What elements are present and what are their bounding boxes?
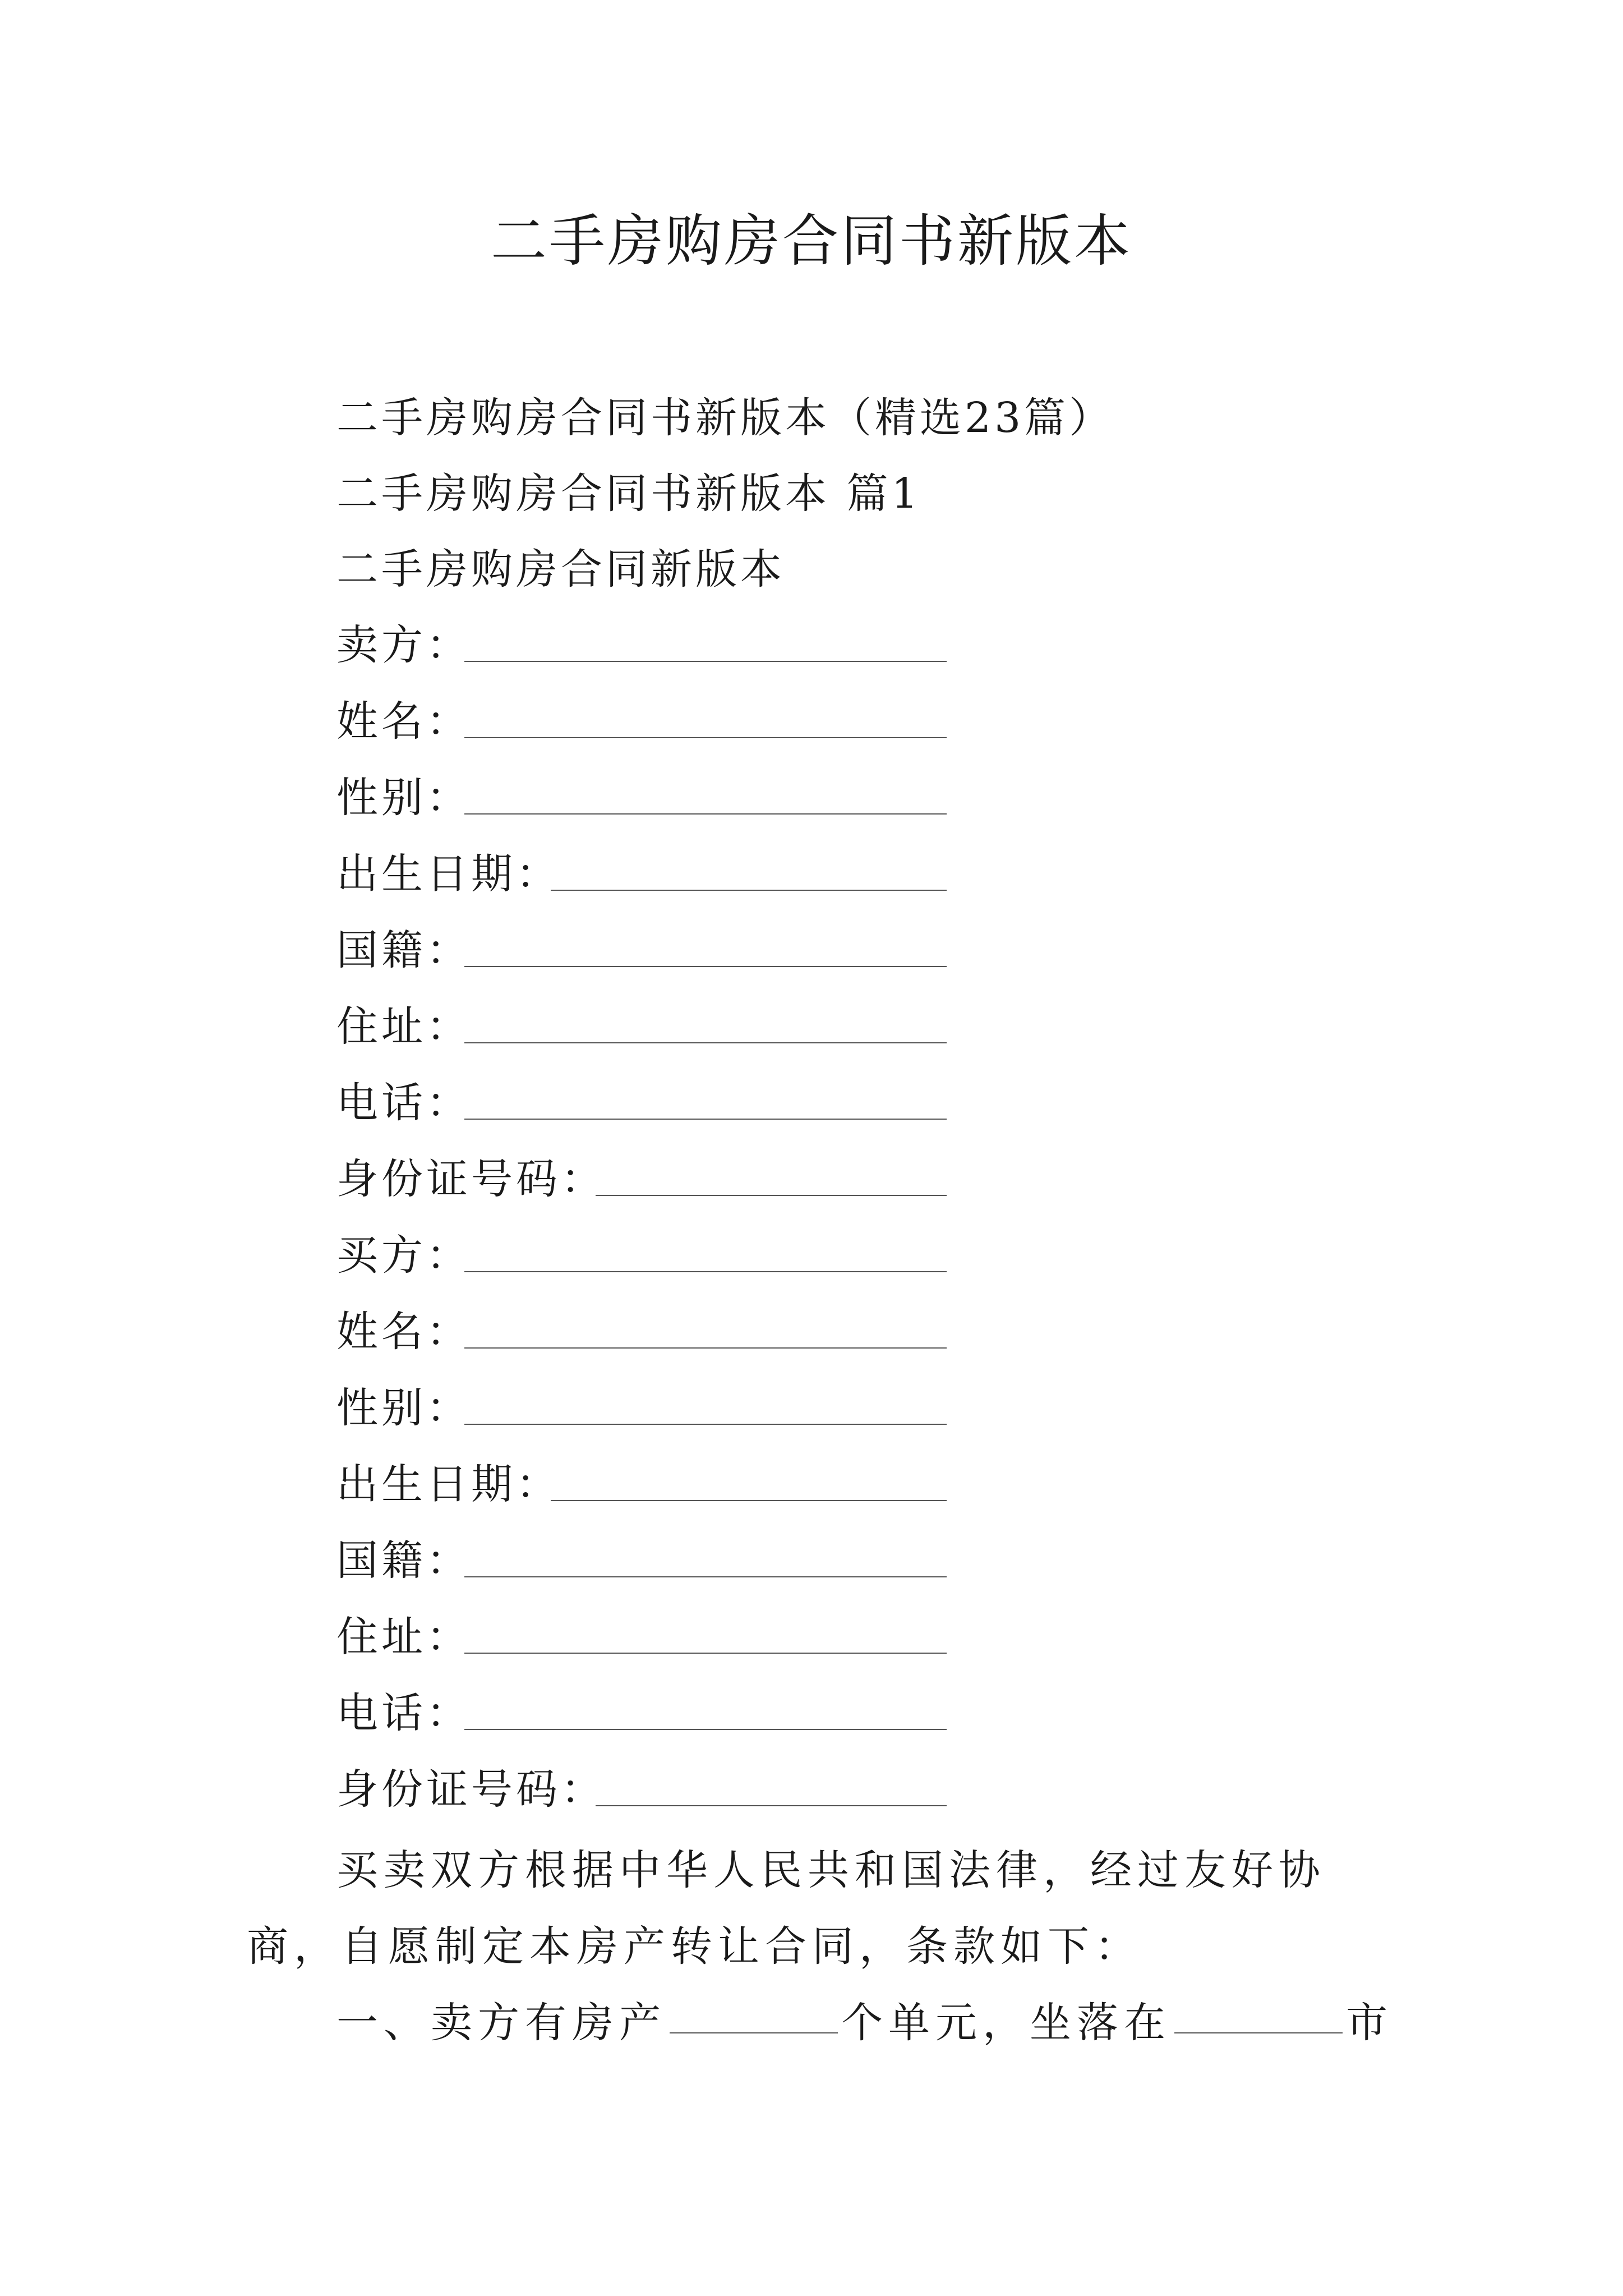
- clause-1-text-c: 市: [1346, 1999, 1393, 2047]
- buyer-name-field: [336, 1304, 953, 1360]
- field-label: 出生日期：: [336, 850, 561, 898]
- fill-in-blank[interactable]: [464, 1576, 947, 1577]
- fill-in-blank[interactable]: [551, 890, 947, 891]
- seller-party-field: [336, 617, 953, 673]
- fill-in-blank[interactable]: [464, 966, 947, 967]
- field-label: 电话：: [336, 1079, 471, 1127]
- fill-in-blank[interactable]: [464, 1347, 947, 1349]
- fill-in-blank[interactable]: [464, 1271, 947, 1272]
- fill-in-blank[interactable]: [464, 661, 947, 662]
- seller-birthdate-field: [336, 846, 953, 902]
- buyer-gender-field: [336, 1380, 953, 1436]
- buyer-id-number-field: [336, 1761, 953, 1818]
- seller-gender-field: [336, 770, 953, 826]
- field-label: 姓名：: [336, 697, 471, 746]
- clause-1-text-b: 个单元，坐落在: [841, 1999, 1171, 2047]
- field-label: 出生日期：: [336, 1460, 561, 1508]
- fill-in-blank[interactable]: [596, 1195, 947, 1196]
- buyer-phone-field: [336, 1685, 953, 1741]
- field-label: 国籍：: [336, 926, 471, 974]
- seller-name-field: [336, 693, 953, 749]
- fill-in-blank[interactable]: [596, 1805, 947, 1806]
- buyer-nationality-field: [336, 1533, 953, 1589]
- seller-phone-field: [336, 1075, 953, 1131]
- city-blank[interactable]: [1174, 2032, 1343, 2033]
- fill-in-blank[interactable]: [464, 1424, 947, 1425]
- field-label: 姓名：: [336, 1308, 471, 1356]
- fill-in-blank[interactable]: [551, 1500, 947, 1501]
- fill-in-blank[interactable]: [464, 1729, 947, 1730]
- fill-in-blank[interactable]: [464, 1119, 947, 1120]
- buyer-birthdate-field: [336, 1456, 953, 1512]
- clause-1: [247, 1985, 1393, 2061]
- field-label: 电话：: [336, 1689, 471, 1737]
- field-label: 身份证号码：: [336, 1155, 606, 1203]
- agreement-paragraph: 买卖双方根据中华人民共和国法律，经过友好协商，自愿制定本房产转让合同，条款如下：: [247, 1846, 1326, 1971]
- intro-line-3: 二手房购房合同新版本: [336, 545, 785, 593]
- field-label: 买方：: [336, 1231, 471, 1280]
- clause-1-text-a: 一、卖方有房产: [336, 1999, 666, 2047]
- fill-in-blank[interactable]: [464, 1042, 947, 1043]
- buyer-party-field: [336, 1227, 953, 1283]
- seller-id-number-field: [336, 1151, 953, 1207]
- field-label: 住址：: [336, 1002, 471, 1051]
- document-title: 二手房购房合同书新版本: [491, 208, 1132, 274]
- field-label: 性别：: [336, 1384, 471, 1432]
- fill-in-blank[interactable]: [464, 737, 947, 738]
- buyer-address-field: [336, 1609, 953, 1665]
- field-label: 性别：: [336, 774, 471, 822]
- seller-address-field: [336, 999, 953, 1055]
- field-label: 身份证号码：: [336, 1765, 606, 1814]
- field-label: 国籍：: [336, 1536, 471, 1585]
- seller-nationality-field: [336, 922, 953, 978]
- unit-count-blank[interactable]: [670, 2032, 838, 2033]
- intro-line-2: 二手房购房合同书新版本 篇1: [336, 470, 921, 518]
- fill-in-blank[interactable]: [464, 813, 947, 815]
- intro-line-1: 二手房购房合同书新版本（精选23篇）: [336, 394, 1114, 442]
- field-label: 卖方：: [336, 621, 471, 669]
- field-label: 住址：: [336, 1613, 471, 1661]
- fill-in-blank[interactable]: [464, 1653, 947, 1654]
